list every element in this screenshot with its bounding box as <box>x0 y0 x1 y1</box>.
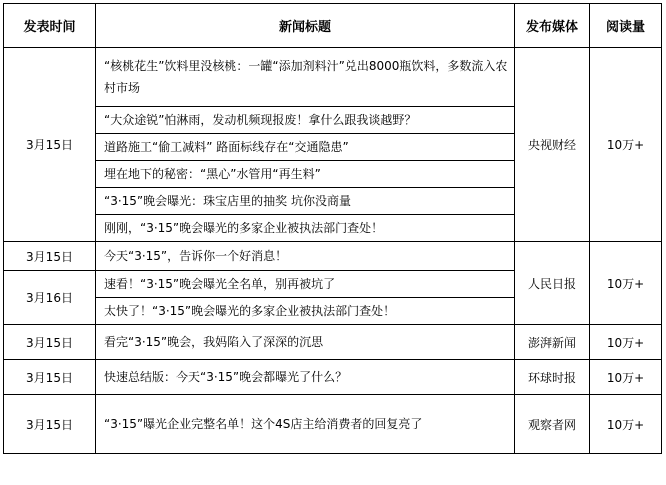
table-row <box>4 48 662 107</box>
date-cell: 3月15日 <box>4 242 96 271</box>
date-cell: 3月16日 <box>4 271 96 325</box>
title-cell: 看完“3·15”晚会，我妈陷入了深深的沉思 <box>96 325 515 360</box>
reads-cell: 10万+ <box>590 242 662 325</box>
header-reads: 阅读量 <box>590 4 662 48</box>
reads-cell: 10万+ <box>590 360 662 395</box>
media-cell: 央视财经 <box>515 48 590 242</box>
table-row <box>4 360 662 395</box>
title-cell: 快速总结版：今天“3·15”晚会都曝光了什么？ <box>96 360 515 395</box>
title-cell: “核桃花生”饮料里没核桃：一罐“添加剂料汁”兑出8000瓶饮料，多数流入农村市场 <box>96 48 515 107</box>
table-row <box>4 242 662 271</box>
media-cell: 澎湃新闻 <box>515 325 590 360</box>
reads-cell: 10万+ <box>590 325 662 360</box>
title-cell: “3·15”曝光企业完整名单！这个4S店主给消费者的回复亮了 <box>96 395 515 454</box>
title-cell: 今天“3·15”，告诉你一个好消息！ <box>96 242 515 271</box>
table-row <box>4 395 662 454</box>
media-cell: 人民日报 <box>515 242 590 325</box>
media-cell: 观察者网 <box>515 395 590 454</box>
reads-cell: 10万+ <box>590 48 662 242</box>
date-cell: 3月15日 <box>4 360 96 395</box>
header-date: 发表时间 <box>4 4 96 48</box>
date-cell: 3月15日 <box>4 395 96 454</box>
title-cell: 太快了！“3·15”晚会曝光的多家企业被执法部门查处！ <box>96 298 515 325</box>
header-row <box>4 4 662 48</box>
header-title: 新闻标题 <box>96 4 515 48</box>
title-cell: 刚刚，“3·15”晚会曝光的多家企业被执法部门查处！ <box>96 215 515 242</box>
table-row <box>4 325 662 360</box>
title-cell: 速看！“3·15”晚会曝光全名单，别再被坑了 <box>96 271 515 298</box>
media-cell: 环球时报 <box>515 360 590 395</box>
reads-cell: 10万+ <box>590 395 662 454</box>
title-cell: 埋在地下的秘密：“黑心”水管用“再生料” <box>96 161 515 188</box>
news-table <box>3 3 662 454</box>
date-cell: 3月15日 <box>4 325 96 360</box>
title-cell: 道路施工“偷工减料” 路面标线存在“交通隐患” <box>96 134 515 161</box>
title-cell: “3·15”晚会曝光：珠宝店里的抽奖 坑你没商量 <box>96 188 515 215</box>
header-media: 发布媒体 <box>515 4 590 48</box>
title-cell: “大众途锐”怕淋雨，发动机频现报废！拿什么跟我谈越野？ <box>96 107 515 134</box>
date-cell: 3月15日 <box>4 48 96 242</box>
